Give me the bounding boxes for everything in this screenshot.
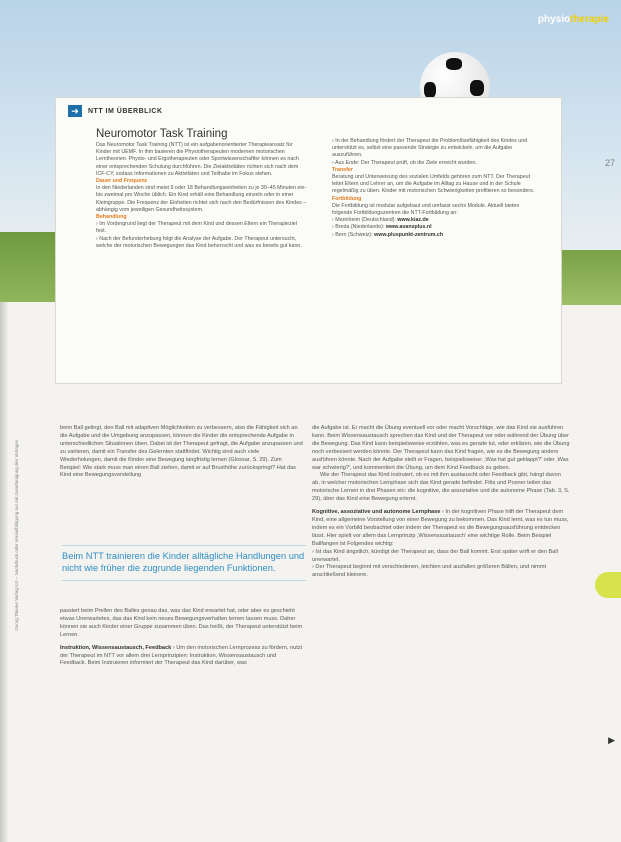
article-col2: die Aufgabe ist. Er macht die Übung eventuell vor oder macht Vorschläge, wie das Kind sie ausführen kann. Beim Wissensaustausch sprechen das Kind und der Therapeut vor oder während der Übung über die Bewegung. Das Kind kann beispielsweise erzählen, was es gerade tut, oder erklären, wie die Übung noch verbessert werden könnte. Der Therapeut kann das Kind fragen, wie es die Bewegung anders ausführen könnte. Nach der Aufgabe stellt er Fragen, beispielsweise: ‚Was hat gut geklappt?' oder ‚Was war schwierig?', und kommentiert die Übung, um dem Kind Feedback zu geben. Wie der Therapeut das Kind instruiert, ob es mit ihm austauscht oder Feedback gibt, hängt davon ab, in welcher motorischen Lernphase sich das Kind gerade befindet. Fitts und Posner teilen das motorische Lernen in drei Phasen ein: die kognitive, die assoziative und die autonome Phase (Tab. 3, S. 29), über das Kind eine Bewegung erlernt. Kognitive, assoziative und autonome Lernphase › In der kognitiven Phase hilft der Therapeut dem Kind, eine allgemeine Vorstellung von einer Bewegung zu bekommen. Das Kind lernt, was es tun muss, indem es ein Vorbild beobachtet oder indem der Therapeut es die Bewegungsausführung entdecken lässt. Hier spielt vor allem das Lernprinzip ‚Wissensaustausch' eine wichtige Rolle. Beim Beispiel Ballfangen ist Folgendes wichtig: › Ist das Kind ängstlich, kündigt der Therapeut an, dass der Ball kommt. Erst später wirft er den Ball unerwartet. › Der Therapeut beginnt mit verschiedenen, leichten und ausfallen größeren Bällen, und nimmt anschließend kleinere.: [312, 425, 570, 579]
training-center: › Breda (Niederlande): www.avansplus.nl: [332, 224, 432, 231]
info-intro: Das Neuromotor Task Training (NTT) ist ein aufgabenorientierter Therapieansatz für Kinder mit UEMF. In ihm basieren die Physiotherapeuten modernen motorischen Lerntheorien. Physio- und Ergotherapeuten oder Sportwissenschaftler können es nach einer entsprechenden Schulung durchführen. Die Zielaktivitäten richten sich nach dem ICF-CY, sodass Informationen zu Aktivitäten und Teilhabe im Fokus stehen.: [96, 142, 299, 177]
vertical-copyright: Georg Thieme Verlag KG – Nachdruck oder Vervielfältigung nur mit Genehmigung des Verlages: [14, 440, 19, 631]
page-number: 27: [604, 158, 615, 168]
next-page-arrow-icon: ▶: [608, 735, 615, 745]
section-title-transfer: Transfer: [332, 166, 353, 173]
section-text-transfer: Beratung und Unterweisung des sozialen Umfelds gehören zum NTT. Der Therapeut leitet Eltern und Lehrer an, um die Aufgabe im Alltag zu Hause und in der Schule regelmäßig zu üben. Kinder mit motorischen Schwierigkeiten profitieren so besonders.: [332, 174, 535, 195]
bullet-item: › In der Behandlung fördert der Therapeut die Problemlösefähigkeit des Kindes und unterstützt es, selbst eine passende Strategie zu entwickeln, um die Aufgabe auszuführen.: [332, 138, 528, 159]
training-center: › Mannheim (Deutschland): www.kiaz.de: [332, 217, 429, 224]
article-col1-bottom: passiert beim Prellen des Balles genau das, was das Kind erwartet hat, oder aber es geschieht etwas Unerwartetes, das das Kind kein neues Bewegungsverhalten lernen lassen muss. Daher können sie auch Kinder einer Gruppe zusammen üben. Das heißt, der Therapeut unterstützt beim Lernen. Instruktion, Wissensaustausch, Feedback › Um den motorischen Lernprozess zu fördern, nutzt der Therapeut im NTT vor allem drei Lernprinzipien: Instruktion, Wissensaustausch und Feedback. Beim Instruieren informiert der Therapeut das Kind darüber, was: [60, 608, 303, 667]
bullet-item: › Im Vordergrund liegt der Therapeut mit dem Kind und dessen Eltern ein Therapieziel fest.: [96, 221, 297, 235]
info-box-left-column: [96, 142, 308, 250]
section-title-duration: Dauer und Frequenz: [96, 178, 148, 185]
info-box-right-column: [332, 138, 537, 239]
subheading: Kognitive, assoziative und autonome Lernphase: [312, 509, 441, 516]
training-center: › Bern (Schweiz): www.pluspunkt-zentrum.ch: [332, 231, 444, 238]
section-text-duration: In den Niederlanden sind meist 9 oder 18 Behandlungseinheiten zu je 30–45 Minuten ein- bis zweimal pro Woche üblich. Ein Kind erhält eine Behandlung einzeln oder in einer Kleingruppe. Die Frequenz der Einheiten richtet sich nach den Bedürfnissen des Kindes – abhängig vom jeweiligen Gesundheitssystem.: [96, 185, 307, 213]
info-box-title: Neuromotor Task Training: [96, 128, 228, 140]
article-col1-top: beim Ball gelingt, den Ball mit adaptiven Möglichkeiten zu verbessern, also die Fähigkeit sich an die Aufgabe und die Umgebung anzupassen, können die Kinder die entsprechende Aufgabe in unterschiedlichen Situationen üben. Dabei ist der Therapeut gefragt, die Aufgabe anzupassen und zu variieren, damit ein Transfer des Gelernten stattfindet. Wichtig sind auch viele Wiederholungen, damit die Kinder eine Bewegung langfristig lernen (Glossar, S. 29). Zum Beispiel: Wie stark muss man einen Ball ziehen, damit er auf Brusthöhe zurückspringt? Hat das Kind eine Bewegungsvorstellung: [60, 425, 303, 479]
section-title-treatment: Behandlung: [96, 214, 127, 221]
arrow-right-icon: ➜: [68, 105, 82, 117]
bullet-item: › Nach der Befunderhebung folgt die Analyse der Aufgabe. Der Therapeut untersucht, welche der motorischen Bewegungen das Kind beherrscht und was es bereits gut kann.: [96, 235, 302, 249]
bullet-item: › Der Therapeut beginnt mit verschiedenen, leichten und ausfallen größeren Bällen, und nimmt anschließend kleinere.: [312, 564, 547, 579]
bullet-item: › Ist das Kind ängstlich, kündigt der Therapeut an, dass der Ball kommt. Erst später wirft er den Ball unerwartet.: [312, 548, 558, 563]
section-title-training: Fortbildung: [332, 195, 362, 202]
training-center-link[interactable]: www.avansplus.nl: [385, 224, 432, 231]
training-center-link[interactable]: www.pluspunkt-zentrum.ch: [374, 231, 444, 238]
info-box-header: [68, 105, 163, 117]
brand-part-2: therapie: [570, 14, 609, 25]
training-center-link[interactable]: www.kiaz.de: [397, 217, 429, 224]
side-tab-marker: [595, 572, 621, 598]
magazine-brand: [538, 14, 609, 25]
bullet-item: › Aus Ende: Der Therapeut prüft, ob die Ziele erreicht wurden.: [332, 159, 477, 166]
brand-part-1: physio: [537, 14, 571, 25]
pull-quote: Beim NTT trainieren die Kinder alltägliche Handlungen und nicht wie früher die zugrunde liegenden Funktionen.: [62, 545, 306, 581]
info-box: [55, 97, 562, 384]
subheading: Instruktion, Wissensaustausch, Feedback: [60, 644, 172, 651]
info-box-label: NTT IM ÜBERBLICK: [88, 107, 163, 115]
section-text-training: Die Fortbildung ist modular aufgebaut und umfasst sechs Module. Aktuell bieten folgende Fortbildungszentren die NTT-Fortbildung an:: [332, 202, 520, 217]
